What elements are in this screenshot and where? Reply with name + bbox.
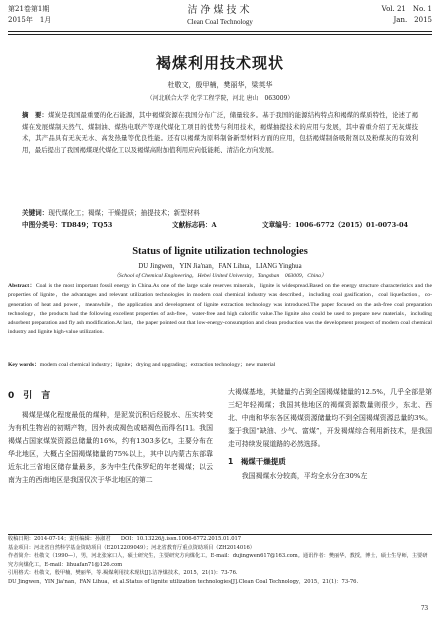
abstract-label: 摘 要：: [22, 111, 48, 119]
footnotes: [8, 534, 432, 587]
keywords-text: 现代煤化工；褐煤；干燥提质；抽提技术；新型材料: [48, 209, 201, 217]
footnote-fund: 基金项目：河北省自然科学基金资助项目（E2012209049）；河北省教育厅重点资助项目（ZH2014016）: [8, 544, 255, 551]
issue-date: 2015年 1月: [8, 16, 52, 24]
journal-name-zh: 洁净煤技术: [187, 5, 253, 16]
clc-number: 中图分类号：TD849；TQ53: [22, 221, 113, 229]
abstract-text: 煤炭是我国最重要的化石能源，其中褐煤资源在我国分布广泛，储量较多。基于我国的能源结构特点和褐煤的煤质特性，论述了褐煤在发展煤制天然气、煤制油、煤热电联产等现代煤化工项目的优势与利用技术，褐煤抽提技术的应用与发展，其中着重介绍了无灰煤技术，其产品具有无灰无水、高发热量等优良性能。还有以褐煤为原料制备新型材料方面的应用，包括褐煤制备吸附剂以及粉煤灰的有效利用，最后提出了我国褐煤现代煤化工以及褐煤高附加值利用应向低能耗、清洁化方向发展。: [22, 111, 419, 154]
footnote-citation-en: DU Jingwen，YIN Jia'nan，FAN Lihua，et al.Status of lignite utilization technologies[J].Clean Coal Technology，2015，21(1)：73-76.: [8, 578, 359, 585]
english-abstract-label: Abstract：: [8, 283, 36, 289]
intro-paragraph: 褐煤是煤化程度最低的煤种，是泥炭沉积后经脱水、压实转变为有机生物岩的初期产物，因外表成褐色或暗褐色而得名[1]。我国褐煤占国家煤炭资源总储量的16%，约有1303多亿t，主要分布在华北地区，大概占全国褐煤储量的75%以上，其中以内蒙古东部靠近东北三省地区储存量最多，多为中生代侏罗纪的年老褐煤；以云南为主的西南地区是我国仅次于华北地区的第二: [8, 411, 213, 484]
page-number: 73: [421, 604, 428, 612]
drying-paragraph: 我国褐煤水分较高，平均全水分在30%左: [241, 472, 368, 480]
keywords-label: 关键词：: [22, 209, 49, 217]
english-abstract: [8, 282, 432, 338]
footnote-citation-zh: 引用格式：杜敬文，殷甲楠，樊丽华，等.褐煤利用技术现状[J].洁净煤技术，2015，21(1)：73-76.: [8, 570, 238, 577]
english-affiliation: （School of Chemical Engineering，Hebei United University，Tangshan 063009，China）: [113, 273, 327, 279]
header-rule: [8, 31, 432, 32]
article-authors: 杜敬文，殷甲楠，樊丽华，梁英华: [167, 81, 273, 89]
volume-issue: 第21卷第1期: [8, 5, 50, 13]
running-header: [8, 4, 432, 32]
english-abstract-text: Coal is the most important fossil energy in China.As one of the large scale reserves minerals，lignite is widespread.Based on the energy structure characteristics and the properties of lignite，the advantages and relevant utilization technologies in modern coal chemical industry was described，including coal gasification，coal liquefaction，co-generation of heat and power，meanwhile，the application and development of lignite extraction technology was introduced.The paper focused on the ash-free coal preparation technology，the products had the following excellent properties of ash-free，water-free and high calorific value.The lignite also could be used to prepare new materials，including adsorbent preparation and fly ash modification.At last，the paper pointed out that low-energy-consumption and clean production was the development prospect of modern coal chemical industry and lignite high-value utilization.: [8, 283, 432, 336]
volume-issue-en: Vol. 21 No. 1: [381, 5, 432, 13]
intro-paragraph-continued: 大褐煤基地，其储量约占到全国褐煤储量的12.5%，几乎全部是第三纪年轻褐煤；我国其他地区的褐煤资源数量则很少，东北、西北、中南和华东各区褐煤资源储量均不到全国褐煤资源总量的3%。鉴于我国“缺油、少气、富煤”，开发褐煤综合利用新技术，是我国走可持续发展道路的必然选择。: [228, 388, 432, 448]
english-keywords: [8, 361, 432, 370]
document-code: 文献标志码：A: [172, 221, 217, 229]
body-column-right: [228, 386, 432, 483]
header-rule-thin: [8, 34, 432, 35]
english-keywords-text: modern coal chemical industry；lignite；drying and upgrading；extraction technology；new material: [39, 362, 276, 368]
article-number: 文章编号：1006-6772（2015）01-0073-04: [262, 221, 409, 229]
issue-info-en: [382, 4, 432, 26]
section-heading-drying: 1 褐煤干燥提质: [228, 457, 286, 466]
english-keywords-label: Key words：: [8, 362, 40, 368]
article-title: 褐煤利用技术现状: [155, 54, 284, 72]
article-affiliation: （河北联合大学 化学工程学院，河北 唐山 063009）: [146, 95, 294, 102]
footnote-received: 收稿日期：2014-07-14；责任编辑：孙淑君 DOI：10.13226/j.issn.1006-6772.2015.01.017: [8, 536, 242, 542]
english-title: Status of lignite utilization technologies: [132, 246, 308, 257]
journal-name-en: Clean Coal Technology: [187, 18, 253, 26]
section-heading-intro: 0 引 言: [8, 391, 51, 401]
footnote-author-bio: 作者简介：杜敬文（1990—），男，河北张家口人，硕士研究生，主要研究方向煤化工。E-mail：dujingwen617@163.com。通讯作者：樊丽华，教授，博士，硕士生导师，主要研究方向煤化工。E-mail：lihuafan71@126.com: [8, 553, 428, 568]
body-column-left: [8, 386, 213, 487]
abstract-zh: [22, 110, 418, 156]
issue-date-en: Jan. 2015: [393, 16, 432, 24]
journal-name: [8, 4, 432, 28]
english-authors: DU Jingwen，YIN Jia'nan，FAN Lihua，LIANG Yinghua: [138, 263, 302, 270]
